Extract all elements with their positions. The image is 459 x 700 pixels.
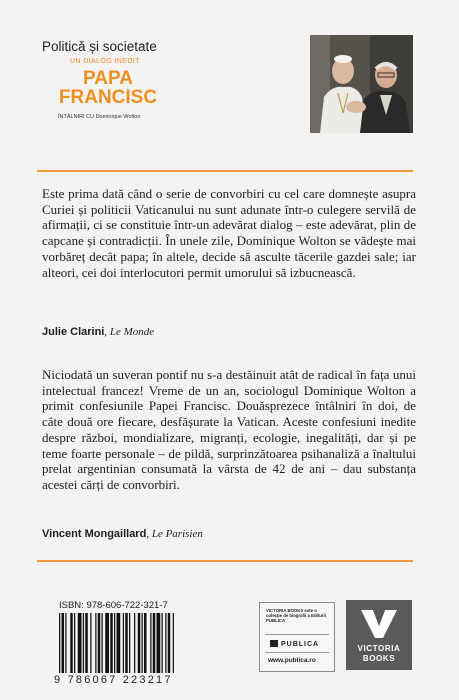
quote-2-source: Le Parisien <box>151 528 203 540</box>
barcode-bar <box>117 613 121 673</box>
barcode-bar <box>59 613 60 673</box>
barcode-bar <box>85 613 88 673</box>
publica-logo-icon <box>270 640 278 647</box>
quote-2-text: Niciodată un suveran pontif nu s-a destăinuit atât de radical în fața unui intelectual francez! Vreme de un an, sociologul Dominique Wolton a primit confesiunile Papei Francisc. Douăsprezece întâlniri în doi, de câte două ore fiecare, desfășurate la Vatican. Aceste confesiuni inedite despre război, mondializare, migranți, ecologie, inegalități, dar și pe teme foarte personale – de pildă, surprinzătoarea psihanaliză a înaltului prelat argentinian consumată la vârsta de 42 de ani – dau substanța acestei cărți de convorbiri. <box>42 367 416 492</box>
barcode-bar <box>157 613 161 673</box>
quote-1-author: Julie Clarini <box>42 326 105 338</box>
barcode-bar <box>114 613 115 673</box>
barcode-bar <box>125 613 128 673</box>
isbn: ISBN: 978-606-722-321-7 <box>59 600 168 611</box>
barcode-bar <box>65 613 66 673</box>
barcode-bar <box>62 613 65 673</box>
divider-bottom <box>37 560 413 562</box>
barcode-bar <box>129 613 130 673</box>
barcode-bar <box>83 613 84 673</box>
publisher-box <box>259 602 335 672</box>
barcode <box>59 613 215 673</box>
barcode-bar <box>70 613 73 673</box>
publisher-note: VICTORIA BOOKS este o colecție de biografii a Editurii PUBLICA <box>266 608 326 624</box>
logo-line2: BOOKS <box>362 654 396 663</box>
series-label: Politică și societate <box>42 39 157 54</box>
barcode-bar <box>138 613 141 673</box>
barcode-bar <box>110 613 113 673</box>
barcode-bar <box>142 613 143 673</box>
barcode-bar <box>162 613 163 673</box>
barcode-bar <box>173 613 174 673</box>
barcode-bar <box>95 613 96 673</box>
barcode-bar <box>74 613 75 673</box>
victoria-books-logo <box>346 600 412 670</box>
cover-photo <box>310 35 413 133</box>
publisher-website: www.publica.ro <box>268 657 316 664</box>
barcode-bar <box>168 613 171 673</box>
barcode-digits: 9 786067 223217 <box>54 674 173 686</box>
cover-photo-image <box>310 35 413 133</box>
divider-top <box>37 170 413 172</box>
barcode-bar <box>144 613 147 673</box>
book-title-line2: FRANCISC <box>58 87 158 108</box>
publisher-imprint-label: PUBLICA <box>281 641 320 648</box>
book-title <box>58 69 158 107</box>
barcode-bar <box>123 613 124 673</box>
barcode-bar <box>153 613 156 673</box>
quote-1-attribution: Julie Clarini, Le Monde <box>42 326 155 338</box>
barcode-bar <box>98 613 101 673</box>
barcode-bar <box>150 613 151 673</box>
quote-2-attribution: Vincent Mongaillard, Le Parisien <box>42 528 203 540</box>
book-title-line1: PAPA <box>83 68 133 89</box>
subtitle: UN DIALOG INEDIT <box>70 58 140 65</box>
barcode-bar <box>78 613 82 673</box>
quote-2-author: Vincent Mongaillard <box>42 528 147 540</box>
publisher-imprint <box>270 640 319 648</box>
logo-line1: VICTORIA <box>357 644 401 653</box>
quote-1-text: Este prima dată când o serie de convorbiri cu cel care domnește asupra Curiei și politicii Vaticanului nu sunt adunate într-o culegere servilă de afirmații, ci se constituie într-un adevărat dialog – este adevărat, plin de capcane și contradicții. În unele zile, Dominique Wolton se vădește mai vorbăreț decât papa; în altele, decide să asculte tăcerile gazdei sale; iar alteori, cei doi interlocutori permit umorului să izbucnească. <box>42 186 416 280</box>
publisher-divider-1 <box>265 634 329 635</box>
barcode-bar <box>102 613 103 673</box>
barcode-bar <box>134 613 135 673</box>
publisher-divider-2 <box>265 652 329 653</box>
barcode-bar <box>165 613 166 673</box>
victoria-v-icon <box>359 608 399 640</box>
barcode-bar <box>105 613 109 673</box>
barcode-bar <box>90 613 91 673</box>
quote-1-source: Le Monde <box>109 326 155 338</box>
interview-note: ÎNTÂLNIRI CU Dominique Wolton <box>58 114 141 120</box>
